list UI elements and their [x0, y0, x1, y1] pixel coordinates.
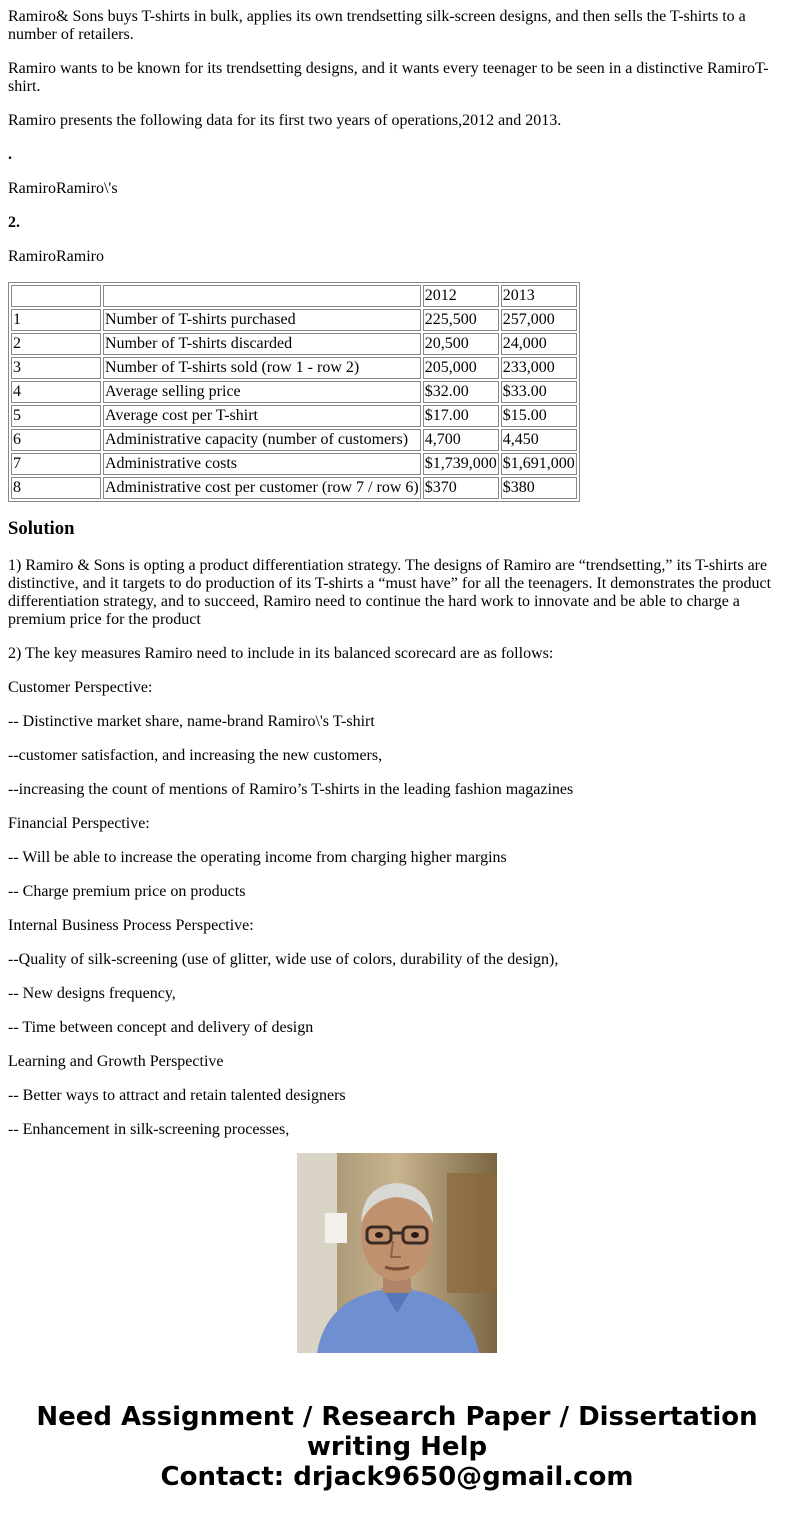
- table-cell: Number of T-shirts sold (row 1 - row 2): [103, 357, 421, 379]
- table-cell: $370: [423, 477, 499, 499]
- intro-dot: .: [8, 146, 12, 163]
- table-cell: [11, 285, 101, 307]
- intro-paragraph-3: Ramiro presents the following data for its first two years of operations,2012 and 2013.: [8, 112, 562, 129]
- solution-paragraph: --Quality of silk-screening (use of glitter, wide use of colors, durability of the design),: [8, 951, 559, 968]
- table-cell: $17.00: [423, 405, 499, 427]
- intro-paragraph-2: Ramiro wants to be known for its trendsetting designs, and it wants every teenager to be seen in a distinctive RamiroT-shirt.: [8, 60, 769, 95]
- promo-line-1: Need Assignment / Research Paper / Dissertation: [36, 1402, 758, 1432]
- table-cell: 1: [11, 309, 101, 331]
- table-cell: Number of T-shirts discarded: [103, 333, 421, 355]
- table-cell: $1,739,000: [423, 453, 499, 475]
- table-cell: 2: [11, 333, 101, 355]
- table-cell: 257,000: [501, 309, 577, 331]
- table-cell: Administrative costs: [103, 453, 421, 475]
- table-cell: $15.00: [501, 405, 577, 427]
- table-cell: 4: [11, 381, 101, 403]
- table-row: [11, 429, 577, 451]
- promo-contact: Contact: drjack9650@gmail.com: [160, 1462, 634, 1492]
- table-cell: 6: [11, 429, 101, 451]
- table-cell: 8: [11, 477, 101, 499]
- table-cell: 2013: [501, 285, 577, 307]
- table-row: [11, 333, 577, 355]
- solution-paragraph: -- Enhancement in silk-screening processes,: [8, 1121, 290, 1138]
- question-number: 2.: [8, 214, 20, 231]
- table-row: [11, 477, 577, 499]
- table-cell: $33.00: [501, 381, 577, 403]
- table-header-row: [11, 285, 577, 307]
- table-cell: 205,000: [423, 357, 499, 379]
- solution-paragraph: -- Time between concept and delivery of design: [8, 1019, 314, 1036]
- solution-heading: Solution: [8, 518, 75, 539]
- solution-paragraph: Customer Perspective:: [8, 679, 153, 696]
- document-body: [8, 0, 786, 1138]
- table-row: [11, 381, 577, 403]
- table-cell: Administrative capacity (number of customers): [103, 429, 421, 451]
- intro-paragraph-7: RamiroRamiro: [8, 248, 104, 265]
- promo-banner: [0, 1402, 794, 1492]
- promo-line-2: writing Help: [306, 1432, 488, 1462]
- table-cell: Number of T-shirts purchased: [103, 309, 421, 331]
- table-cell: 5: [11, 405, 101, 427]
- table-cell: 24,000: [501, 333, 577, 355]
- table-cell: Average cost per T-shirt: [103, 405, 421, 427]
- table-row: [11, 453, 577, 475]
- data-table: [8, 282, 580, 502]
- table-row: [11, 357, 577, 379]
- author-photo: [297, 1153, 497, 1353]
- solution-paragraph: -- Distinctive market share, name-brand Ramiro\'s T-shirt: [8, 713, 375, 730]
- table-row: [11, 405, 577, 427]
- solution-paragraph: Internal Business Process Perspective:: [8, 917, 254, 934]
- table-cell: Average selling price: [103, 381, 421, 403]
- solution-paragraph: 1) Ramiro & Sons is opting a product differentiation strategy. The designs of Ramiro are “trendsetting,” its T-shirts are distinctive, and it targets to do production of its T-shirts a “must have” for all the teenagers. It demonstrates the product differentiation strategy, and to succeed, Ramiro need to continue the hard work to innovate and be able to charge a premium price for the product: [8, 557, 772, 628]
- table-row: [11, 309, 577, 331]
- solution-paragraph: --increasing the count of mentions of Ramiro’s T-shirts in the leading fashion magazines: [8, 781, 574, 798]
- table-cell: $1,691,000: [501, 453, 577, 475]
- intro-paragraph-5: RamiroRamiro\'s: [8, 180, 118, 197]
- table-cell: 20,500: [423, 333, 499, 355]
- table-cell: [103, 285, 421, 307]
- solution-paragraph: --customer satisfaction, and increasing the new customers,: [8, 747, 383, 764]
- table-cell: 225,500: [423, 309, 499, 331]
- solution-paragraph: -- New designs frequency,: [8, 985, 176, 1002]
- table-cell: 7: [11, 453, 101, 475]
- solution-paragraph: -- Charge premium price on products: [8, 883, 246, 900]
- solution-paragraph: -- Better ways to attract and retain talented designers: [8, 1087, 346, 1104]
- table-cell: 2012: [423, 285, 499, 307]
- solution-paragraph: 2) The key measures Ramiro need to include in its balanced scorecard are as follows:: [8, 645, 554, 662]
- table-cell: $32.00: [423, 381, 499, 403]
- table-cell: 3: [11, 357, 101, 379]
- intro-paragraph-1: Ramiro& Sons buys T-shirts in bulk, applies its own trendsetting silk-screen designs, and then sells the T-shirts to a number of retailers.: [8, 8, 746, 43]
- solution-paragraph: -- Will be able to increase the operating income from charging higher margins: [8, 849, 507, 866]
- table-cell: $380: [501, 477, 577, 499]
- solution-paragraph: Learning and Growth Perspective: [8, 1053, 224, 1070]
- table-cell: 4,700: [423, 429, 499, 451]
- solution-paragraph: Financial Perspective:: [8, 815, 150, 832]
- table-cell: 233,000: [501, 357, 577, 379]
- author-portrait: [297, 1153, 497, 1353]
- table-cell: 4,450: [501, 429, 577, 451]
- table-cell: Administrative cost per customer (row 7 / row 6): [103, 477, 421, 499]
